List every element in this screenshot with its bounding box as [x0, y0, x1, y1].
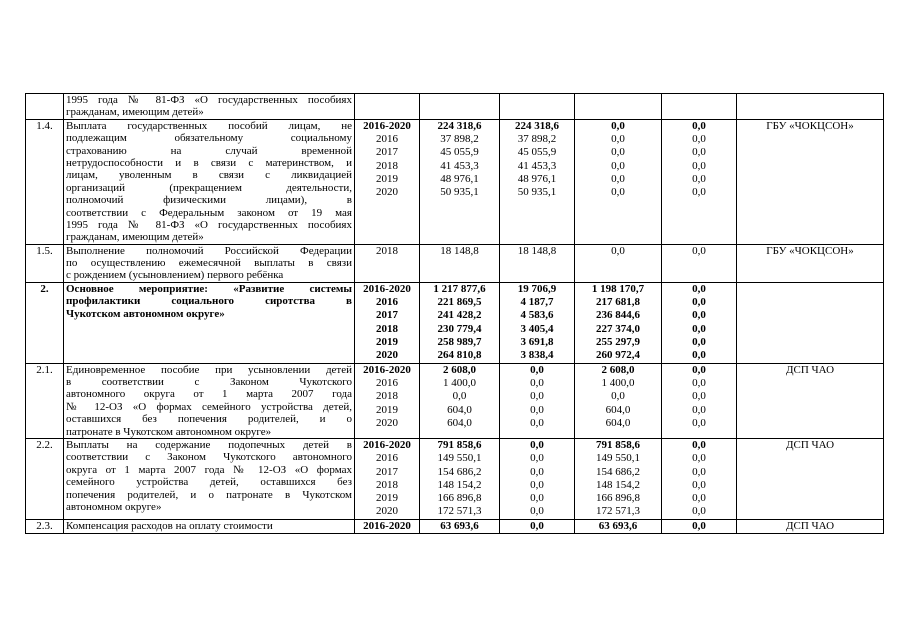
federal-budget-cell [500, 119, 575, 244]
value: 0,0 [692, 322, 706, 335]
value: 172 571,3 [596, 505, 640, 518]
value: 3 691,8 [520, 336, 554, 349]
value: 1 217 877,6 [433, 282, 486, 295]
federal-budget-cell [500, 94, 575, 120]
regional-budget-cell [575, 363, 662, 438]
value: 3 838,4 [520, 349, 554, 362]
value: 149 550,1 [596, 452, 640, 465]
executor-cell [737, 94, 884, 120]
value: 149 550,1 [437, 452, 482, 465]
value: 264 810,8 [437, 349, 482, 362]
value: 604,0 [605, 416, 631, 429]
value: 0,0 [692, 349, 706, 362]
value: 48 976,1 [517, 172, 557, 185]
value: 0,0 [692, 282, 706, 295]
description-line: оставшихся без попечения родителей, и о [66, 413, 352, 426]
value: 41 453,3 [440, 159, 479, 172]
value: 0,0 [530, 363, 544, 376]
value: 791 858,6 [596, 438, 640, 451]
value: 0,0 [692, 478, 706, 491]
executor-cell [737, 282, 884, 363]
value: 255 297,9 [596, 336, 640, 349]
total-cell [420, 282, 500, 363]
other-sources-cell [662, 519, 737, 533]
year-cell [355, 438, 420, 519]
value: 224 318,6 [515, 119, 559, 132]
value: 1 198 170,7 [591, 282, 645, 295]
description-line: полномочий физическими лицами), в [66, 194, 352, 207]
value: 0,0 [611, 244, 625, 257]
description-line: в соответствии с Законом Чукотского [66, 376, 352, 389]
value: 0,0 [530, 492, 544, 505]
value: 0,0 [692, 146, 706, 159]
value: 2019 [376, 492, 398, 505]
value: 0,0 [530, 452, 544, 465]
table-row [26, 363, 884, 438]
value: 604,0 [447, 403, 472, 416]
value: 0,0 [692, 244, 706, 257]
regional-budget-cell [575, 282, 662, 363]
row-number: 1.5. [26, 244, 64, 282]
program-table [25, 93, 884, 534]
federal-budget-cell [500, 438, 575, 519]
row-description [64, 363, 355, 438]
value: 791 858,6 [437, 438, 482, 451]
row-number: 2.2. [26, 438, 64, 519]
description-line: Выплаты на содержание подопечных детей в [66, 438, 352, 451]
description-line: Выполнение полномочий Российской Федерации [66, 244, 352, 257]
value: 0,0 [611, 159, 625, 172]
value: 0,0 [692, 492, 706, 505]
description-line: соответствии с Федеральным законом от 19 мая [66, 206, 352, 219]
value: 604,0 [447, 416, 472, 429]
value: 41 453,3 [517, 159, 557, 172]
value: 0,0 [611, 133, 625, 146]
row-number: 2. [26, 282, 64, 363]
value: 37 898,2 [517, 133, 557, 146]
value: 45 055,9 [440, 146, 479, 159]
description-line: № 12-ОЗ «О формах семейного устройства детей, [66, 400, 352, 413]
value: 4 583,6 [520, 309, 554, 322]
value: 3 405,4 [520, 322, 554, 335]
description-line: округа от 1 марта 2007 года № 12-ОЗ «О формах [66, 463, 352, 476]
total-cell [420, 519, 500, 533]
value: 0,0 [530, 505, 544, 518]
value: 2018 [376, 159, 398, 172]
value: 0,0 [692, 376, 706, 389]
value: 2016-2020 [363, 363, 411, 376]
value: 2016-2020 [363, 119, 411, 132]
value: 148 154,2 [437, 478, 482, 491]
row-number [26, 94, 64, 120]
description-line: автономного округа от 1 марта 2007 года [66, 388, 352, 401]
value: 2016-2020 [363, 438, 411, 451]
other-sources-cell [662, 119, 737, 244]
value: 604,0 [605, 403, 631, 416]
regional-budget-cell [575, 94, 662, 120]
value: 0,0 [611, 390, 625, 403]
value: 37 898,2 [440, 133, 479, 146]
value: 0,0 [692, 452, 706, 465]
regional-budget-cell [575, 438, 662, 519]
description-line: гражданам, имеющим детей» [66, 231, 204, 244]
value: 0,0 [692, 465, 706, 478]
row-description [64, 244, 355, 282]
federal-budget-cell [500, 282, 575, 363]
value: 0,0 [692, 133, 706, 146]
value: 0,0 [530, 376, 544, 389]
federal-budget-cell [500, 244, 575, 282]
other-sources-cell [662, 244, 737, 282]
other-sources-cell [662, 94, 737, 120]
value: 19 706,9 [517, 282, 557, 295]
row-description [64, 119, 355, 244]
year-cell [355, 244, 420, 282]
value: 2020 [376, 416, 398, 429]
value: 148 154,2 [596, 478, 640, 491]
total-cell [420, 363, 500, 438]
value: 154 686,2 [596, 465, 640, 478]
value: 166 896,8 [596, 492, 640, 505]
year-cell [355, 519, 420, 533]
value: 2020 [376, 186, 398, 199]
year-cell [355, 363, 420, 438]
value: 2019 [376, 403, 398, 416]
value: 0,0 [611, 186, 625, 199]
value: 0,0 [692, 390, 706, 403]
value: 224 318,6 [437, 119, 482, 132]
value: 4 187,7 [520, 296, 554, 309]
value: 2018 [376, 322, 398, 335]
value: 0,0 [692, 336, 706, 349]
executor-cell: ДСП ЧАО [737, 363, 884, 438]
description-line: профилактики социального сиротства в [66, 295, 352, 308]
description-line: с рождением (усыновлением) первого ребёнка [66, 269, 284, 282]
value: 172 571,3 [437, 505, 482, 518]
value: 2016 [376, 452, 398, 465]
description-line: по осуществлению ежемесячной выплаты в связи [66, 257, 352, 270]
value: 0,0 [692, 186, 706, 199]
year-cell [355, 94, 420, 120]
value: 258 989,7 [437, 336, 482, 349]
value: 2017 [376, 146, 398, 159]
value: 63 693,6 [598, 519, 638, 532]
value: 0,0 [530, 519, 544, 532]
executor-cell: ДСП ЧАО [737, 438, 884, 519]
description-line: семейного устройства детей, оставшихся без [66, 476, 352, 489]
value: 0,0 [530, 465, 544, 478]
value: 0,0 [692, 296, 706, 309]
value: 2017 [376, 465, 398, 478]
row-description [64, 282, 355, 363]
value: 1 400,0 [601, 376, 635, 389]
value: 0,0 [692, 416, 706, 429]
value: 1 400,0 [443, 376, 476, 389]
value: 63 693,6 [440, 519, 479, 532]
description-line: Выплата государственных пособий лицам, не [66, 119, 352, 132]
description-line: 1995 года № 81-ФЗ «О государственных пособиях [66, 218, 352, 231]
value: 260 972,4 [596, 349, 640, 362]
value: 221 869,5 [437, 296, 482, 309]
other-sources-cell [662, 282, 737, 363]
table-row [26, 244, 884, 282]
value: 0,0 [611, 119, 625, 132]
value: 45 055,9 [517, 146, 557, 159]
description-line: гражданам, имеющим детей» [66, 106, 204, 119]
row-description [64, 519, 355, 533]
value: 18 148,8 [440, 244, 479, 257]
federal-budget-cell [500, 363, 575, 438]
value: 241 428,2 [437, 309, 482, 322]
other-sources-cell [662, 438, 737, 519]
value: 2019 [376, 336, 398, 349]
description-line: нетрудоспособности и в связи с материнством, и [66, 156, 352, 169]
value: 2 608,0 [443, 363, 476, 376]
value: 2 608,0 [601, 363, 635, 376]
value: 2016-2020 [363, 519, 411, 532]
value: 2018 [376, 390, 398, 403]
description-line: патронате в Чукотском автономном округе» [66, 425, 272, 438]
value: 0,0 [692, 519, 706, 532]
row-description [64, 94, 355, 120]
table-row [26, 94, 884, 120]
table-row [26, 282, 884, 363]
description-line: попечения родителей, и о патронате в Чукотском [66, 488, 352, 501]
value: 0,0 [692, 505, 706, 518]
year-cell [355, 119, 420, 244]
executor-cell: ДСП ЧАО [737, 519, 884, 533]
total-cell [420, 94, 500, 120]
value: 2016 [376, 296, 398, 309]
row-number: 2.3. [26, 519, 64, 533]
regional-budget-cell [575, 519, 662, 533]
executor-cell: ГБУ «ЧОКЦСОН» [737, 244, 884, 282]
value: 50 935,1 [517, 186, 557, 199]
value: 2017 [376, 309, 398, 322]
value: 230 779,4 [437, 322, 482, 335]
value: 166 896,8 [437, 492, 482, 505]
value: 0,0 [692, 309, 706, 322]
value: 0,0 [530, 403, 544, 416]
row-number: 2.1. [26, 363, 64, 438]
description-line: соответствии с Законом Чукотского автономного [66, 451, 352, 464]
value: 154 686,2 [437, 465, 482, 478]
value: 50 935,1 [440, 186, 479, 199]
row-description [64, 438, 355, 519]
row-number: 1.4. [26, 119, 64, 244]
value: 48 976,1 [440, 172, 479, 185]
description-line: Единовременное пособие при усыновлении детей [66, 363, 352, 376]
description-line: Компенсация расходов на оплату стоимости [66, 519, 273, 532]
value: 0,0 [692, 438, 706, 451]
table-row [26, 519, 884, 533]
value: 0,0 [692, 119, 706, 132]
total-cell [420, 438, 500, 519]
value: 0,0 [530, 416, 544, 429]
description-line: страхованию на случай временной [66, 144, 352, 157]
value: 0,0 [611, 146, 625, 159]
value: 0,0 [692, 363, 706, 376]
table-body [26, 94, 884, 534]
value: 217 681,8 [596, 296, 640, 309]
executor-cell: ГБУ «ЧОКЦСОН» [737, 119, 884, 244]
description-line: Чукотском автономном округе» [66, 307, 225, 320]
description-line: Основное мероприятие: «Развитие системы [66, 282, 352, 295]
value: 2018 [376, 478, 398, 491]
value: 18 148,8 [517, 244, 557, 257]
value: 0,0 [452, 390, 467, 403]
regional-budget-cell [575, 244, 662, 282]
table-row [26, 438, 884, 519]
total-cell [420, 244, 500, 282]
value: 236 844,6 [596, 309, 640, 322]
value: 0,0 [692, 172, 706, 185]
regional-budget-cell [575, 119, 662, 244]
description-line: 1995 года № 81-ФЗ «О государственных пособиях [66, 94, 352, 106]
description-line: автономном округе» [66, 500, 162, 513]
description-line: лицам, уволенным в связи с ликвидацией [66, 169, 352, 182]
value: 2016 [376, 376, 398, 389]
value: 2016-2020 [363, 282, 411, 295]
value: 2019 [376, 172, 398, 185]
value: 0,0 [692, 159, 706, 172]
total-cell [420, 119, 500, 244]
value: 0,0 [611, 172, 625, 185]
description-line: подлежащим обязательному социальному [66, 132, 352, 145]
value: 2020 [376, 505, 398, 518]
value: 2016 [376, 133, 398, 146]
value: 227 374,0 [596, 322, 640, 335]
value: 0,0 [530, 438, 544, 451]
federal-budget-cell [500, 519, 575, 533]
value: 0,0 [692, 403, 706, 416]
value: 2018 [376, 244, 398, 257]
description-line: организаций (прекращением деятельности, [66, 181, 352, 194]
value: 0,0 [530, 478, 544, 491]
value: 2020 [376, 349, 398, 362]
table-row [26, 119, 884, 244]
other-sources-cell [662, 363, 737, 438]
value: 0,0 [530, 390, 544, 403]
year-cell [355, 282, 420, 363]
